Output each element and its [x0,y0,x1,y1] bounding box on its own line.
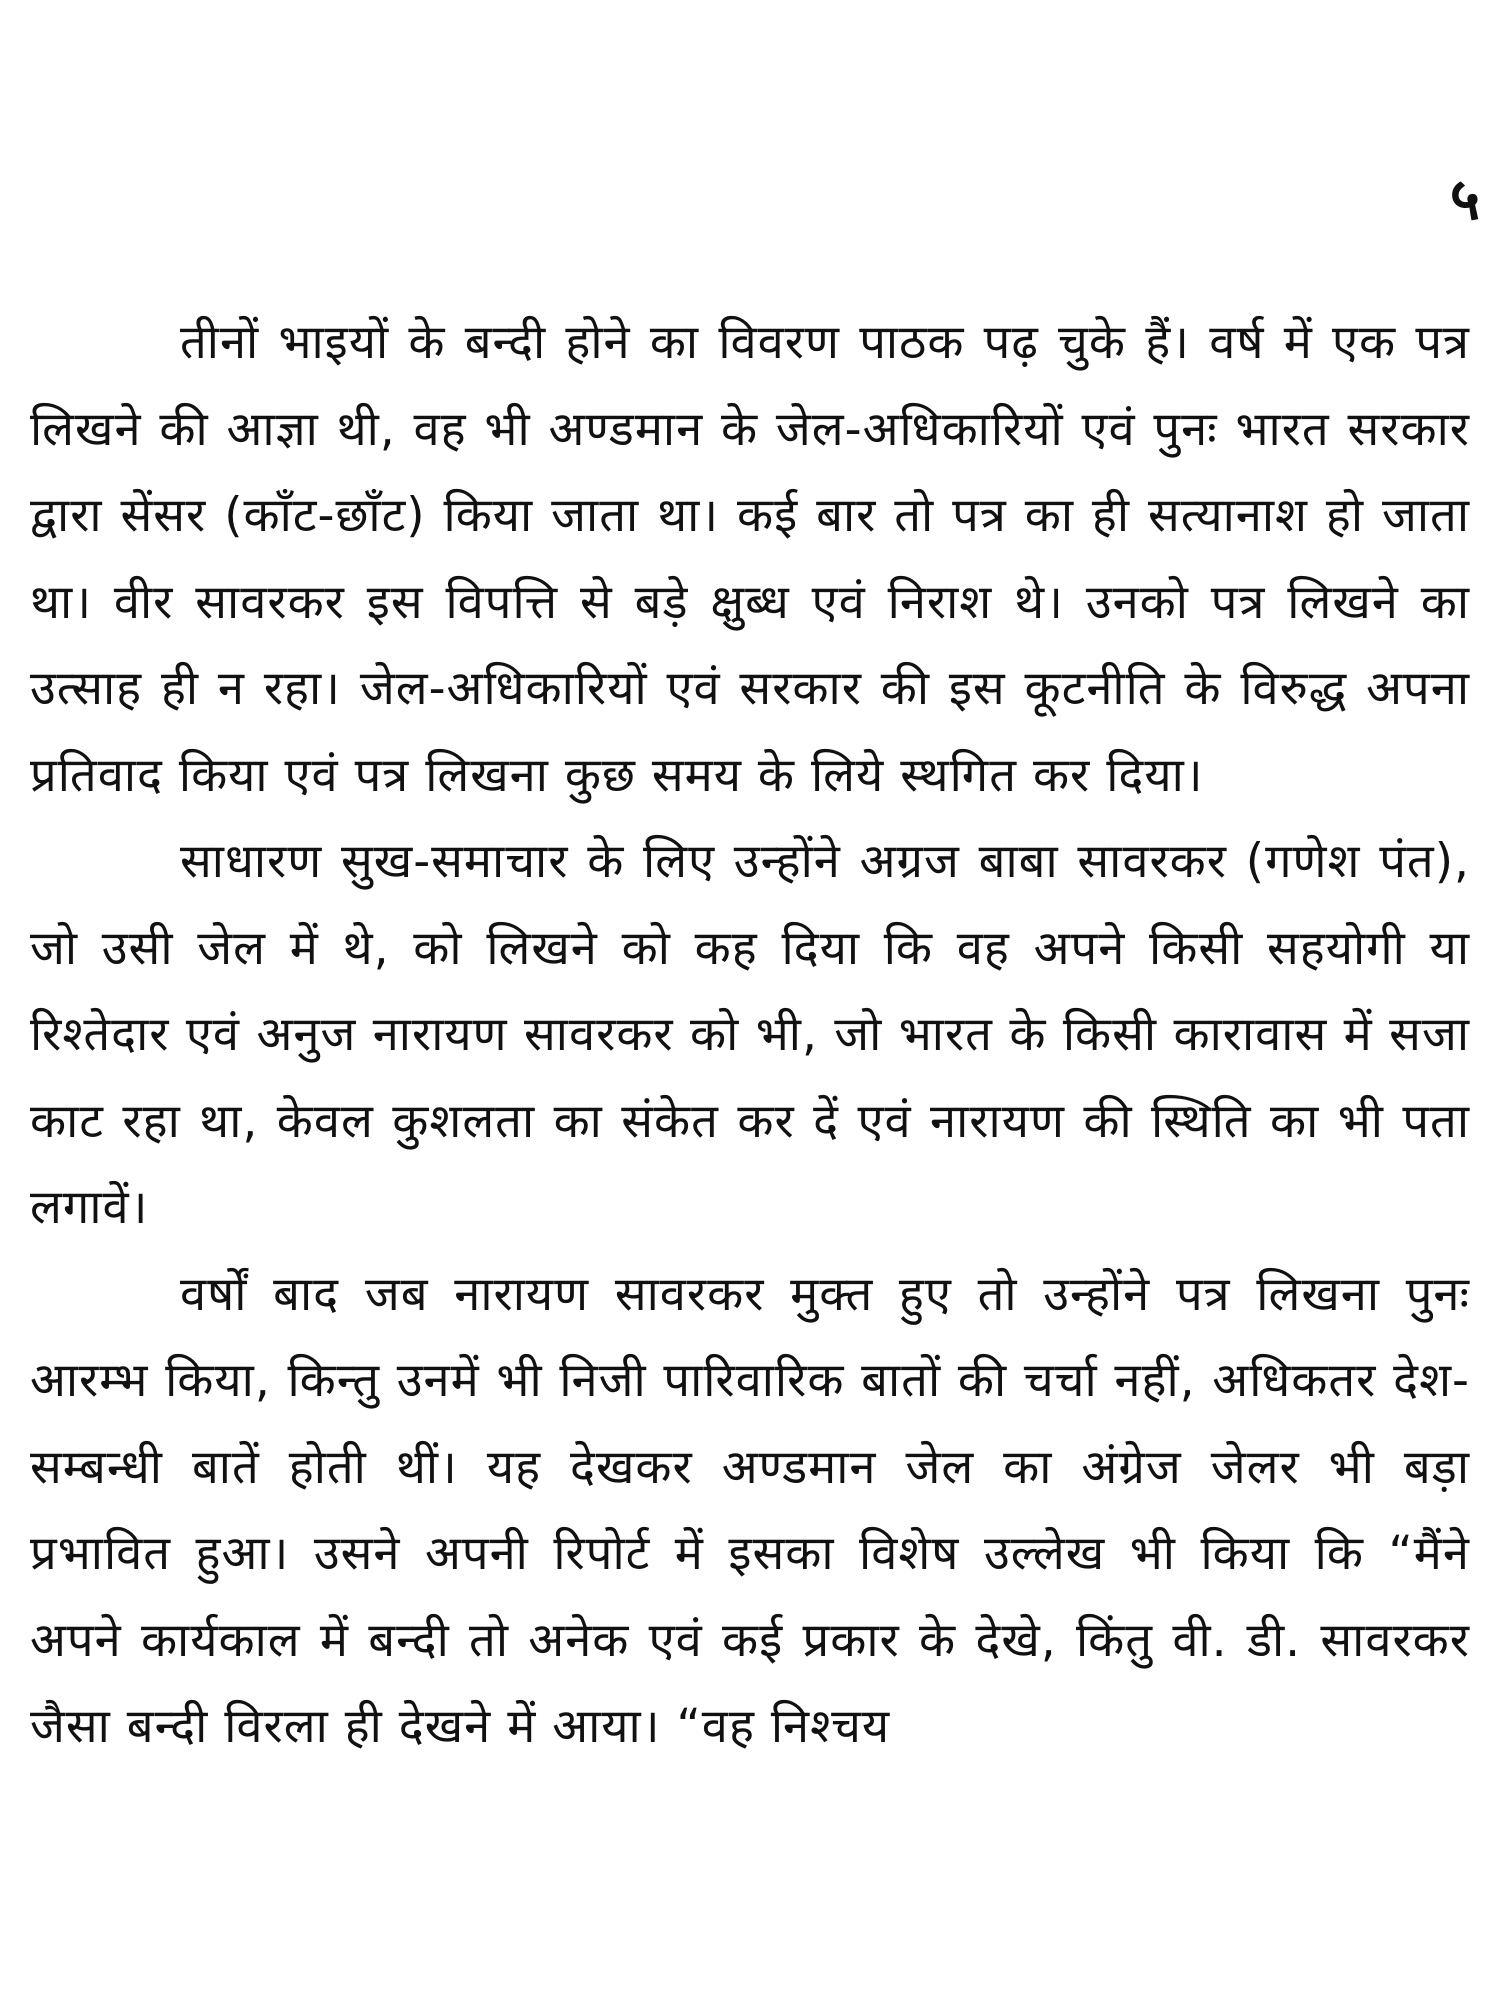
paragraph: साधारण सुख-समाचार के लिए उन्होंने अग्रज बाबा सावरकर (गणेश पंत), जो उसी जेल में थे, को लिखने को कह दिया कि वह अपने किसी सहयोगी या रिश्तेदार एवं अनुज नारायण सावरकर को भी, जो भारत के किसी कारावास में सजा काट रहा था, केवल कुशलता का संकेत कर दें एवं नारायण की स्थिति का भी पता लगावें। [30,834,1470,1235]
page-body-text [30,300,1470,1771]
paragraph: वर्षों बाद जब नारायण सावरकर मुक्त हुए तो उन्होंने पत्र लिखना पुनः आरम्भ किया, किन्तु उनमें भी निजी पारिवारिक बातों की चर्चा नहीं, अधिकतर देश-सम्बन्धी बातें होती थीं। यह देखकर अण्डमान जेल का अंग्रेज जेलर भी बड़ा प्रभावित हुआ। उसने अपनी रिपोर्ट में इसका विशेष उल्लेख भी किया कि “मैंने अपने कार्यकाल में बन्दी तो अनेक एवं कई प्रकार के देखे, किंतु वी. डी. सावरकर जैसा बन्दी विरला ही देखने में आया। “वह निश्चय [30,1266,1470,1754]
page-number: ५ [1449,165,1480,233]
paragraph: तीनों भाइयों के बन्दी होने का विवरण पाठक पढ़ चुके हैं। वर्ष में एक पत्र लिखने की आज्ञा थी, वह भी अण्डमान के जेल-अधिकारियों एवं पुनः भारत सरकार द्वारा सेंसर (काँट-छाँट) किया जाता था। कई बार तो पत्र का ही सत्यानाश हो जाता था। वीर सावरकर इस विपत्ति से बड़े क्षुब्ध एवं निराश थे। उनको पत्र लिखने का उत्साह ही न रहा। जेल-अधिकारियों एवं सरकार की इस कूटनीति के विरुद्ध अपना प्रतिवाद किया एवं पत्र लिखना कुछ समय के लिये स्थगित कर दिया। [30,315,1470,803]
